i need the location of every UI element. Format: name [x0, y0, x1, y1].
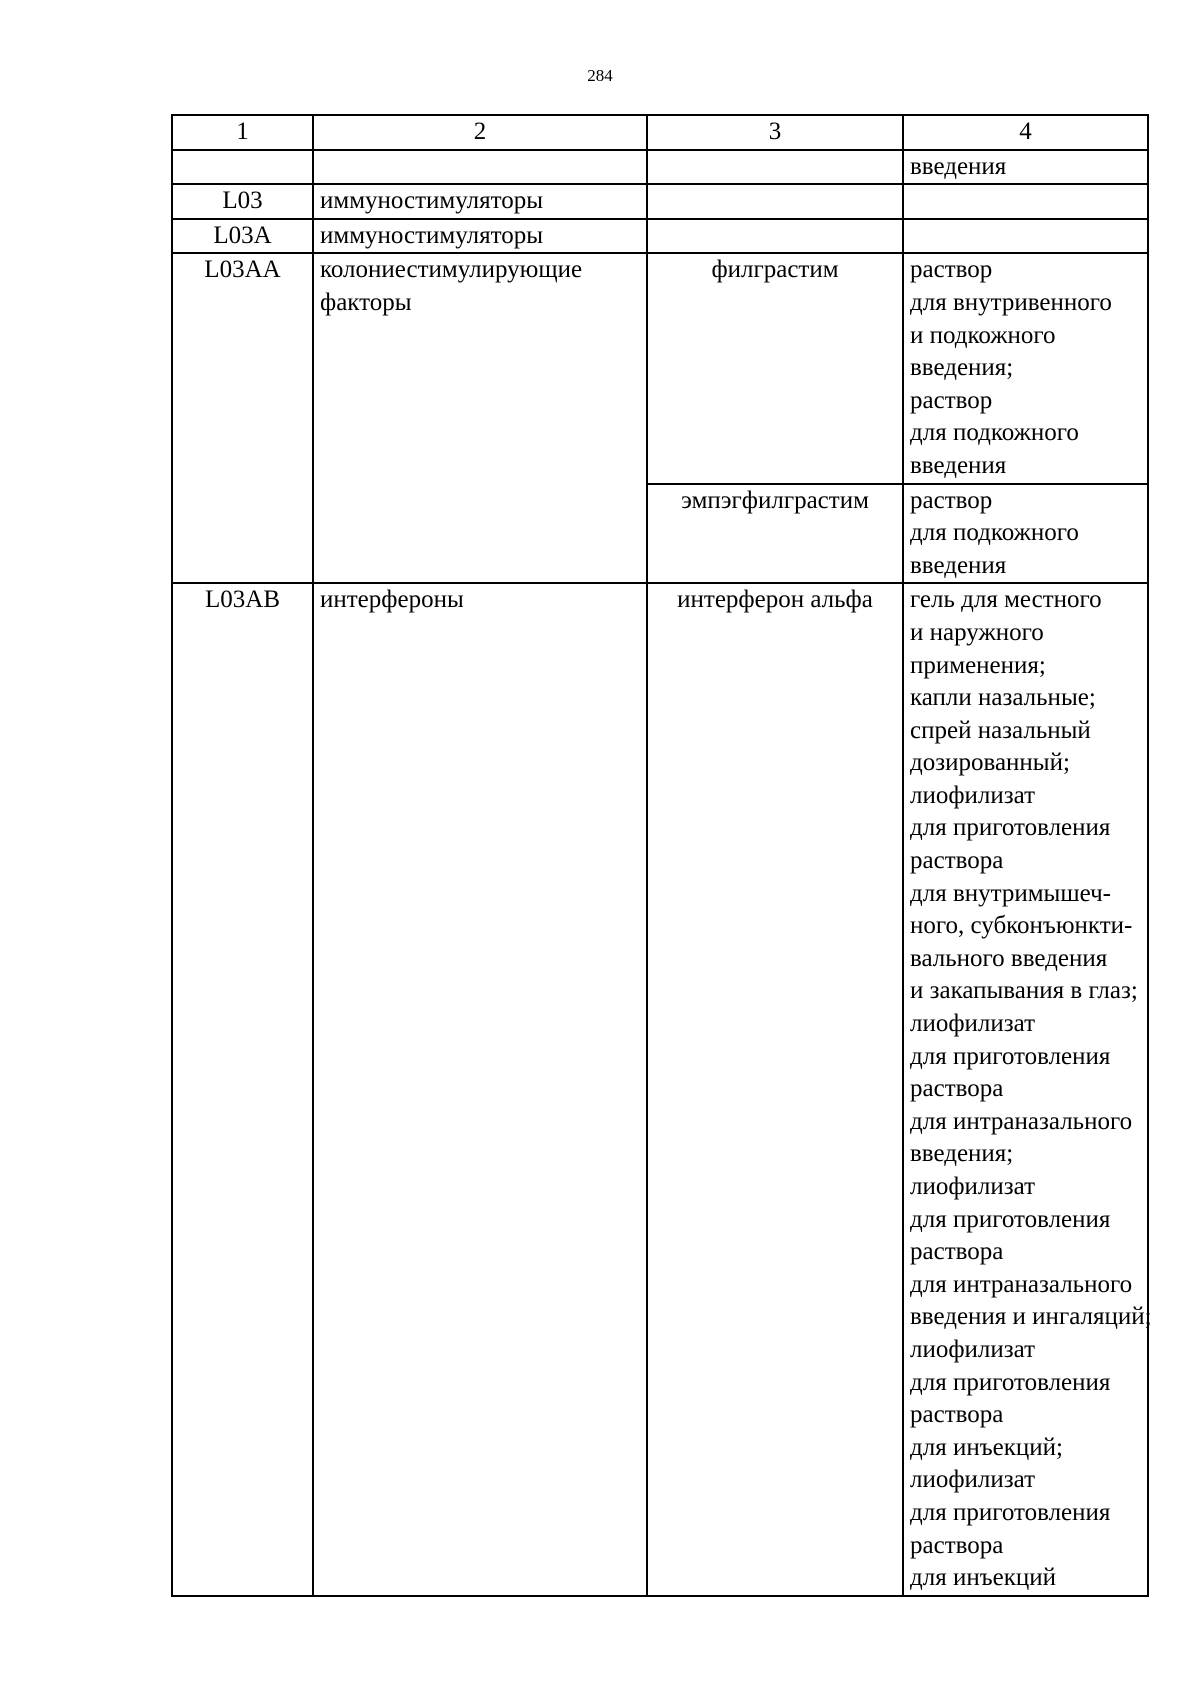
table-header-row: [172, 115, 1148, 150]
dosage-form-line: введения;: [910, 1140, 1014, 1168]
dosage-form-line: дозированный;: [910, 749, 1070, 777]
dosage-form-line: лиофилизат: [910, 781, 1036, 809]
dosage-form-line: для интраназального: [910, 1107, 1133, 1135]
dosage-form-line: и подкожного: [910, 321, 1056, 349]
dosage-form-line: лиофилизат: [910, 1466, 1036, 1494]
header-col-4: 4: [903, 115, 1148, 150]
dosage-form-line: для интраназального: [910, 1270, 1133, 1298]
table-row: [172, 219, 1148, 254]
dosage-form-line: и закапывания в глаз;: [910, 977, 1138, 1005]
dosage-forms-cell: [903, 150, 1148, 185]
atc-code-cell: [172, 150, 313, 185]
dosage-form-line: лиофилизат: [910, 1010, 1036, 1038]
inn-cell: [647, 219, 903, 254]
group-name-cell: иммуностимуляторы: [313, 184, 647, 219]
dosage-form-line: для приготовления: [910, 1498, 1111, 1526]
header-col-2: 2: [313, 115, 647, 150]
group-name-cell: [313, 150, 647, 185]
dosage-form-line: лиофилизат: [910, 1335, 1036, 1363]
group-name-cell: интерфероны: [313, 583, 647, 1595]
dosage-form-line: введения;: [910, 354, 1014, 382]
dosage-form-line: раствора: [910, 1531, 1004, 1559]
dosage-form-line: и наружного: [910, 618, 1044, 646]
header-col-3: 3: [647, 115, 903, 150]
dosage-form-line: вального введения: [910, 944, 1108, 972]
dosage-form-line: для инъекций: [910, 1564, 1057, 1592]
dosage-form-line: спрей назальный: [910, 716, 1091, 744]
page-number: 284: [587, 66, 613, 85]
dosage-form-line: введения и ингаляций;: [910, 1303, 1152, 1331]
inn-cell: филграстим: [647, 253, 903, 483]
group-name-line: факторы: [320, 288, 412, 316]
table-row: [172, 583, 1148, 1595]
dosage-form-line: гель для местного: [910, 586, 1102, 614]
inn-cell: эмпэгфилграстим: [647, 484, 903, 584]
dosage-form-line: раствора: [910, 1238, 1004, 1266]
dosage-form-line: для приготовления: [910, 814, 1111, 842]
group-name-cell: иммуностимуляторы: [313, 219, 647, 254]
table-row: [172, 253, 1148, 483]
dosage-form-line: для приготовления: [910, 1042, 1111, 1070]
table-row: [172, 150, 1148, 185]
dosage-form-line: раствора: [910, 1075, 1004, 1103]
dosage-form-line: раствор: [910, 256, 993, 284]
inn-cell: [647, 150, 903, 185]
inn-cell: [647, 184, 903, 219]
dosage-form-line: для приготовления: [910, 1368, 1111, 1396]
dosage-form-line: для внутримышеч-: [910, 879, 1111, 907]
dosage-forms-cell: [903, 484, 1148, 584]
dosage-form-line: капли назальные;: [910, 684, 1096, 712]
header-col-1: 1: [172, 115, 313, 150]
dosage-form-line: раствор: [910, 486, 993, 514]
inn-cell: интерферон альфа: [647, 583, 903, 1595]
atc-code-cell: L03A: [172, 219, 313, 254]
dosage-forms-cell: [903, 583, 1152, 1595]
dosage-form-line: раствор: [910, 386, 993, 414]
atc-code-cell: L03AB: [172, 583, 313, 1595]
dosage-form-line: лиофилизат: [910, 1173, 1036, 1200]
dosage-forms-cell: [903, 253, 1148, 483]
dosage-form-line: введения: [910, 551, 1007, 579]
dosage-form-line: ного, субконъюнкти-: [910, 912, 1133, 940]
atc-code-cell: L03: [172, 184, 313, 219]
dosage-form-line: применения;: [910, 651, 1046, 679]
group-name-line: колониестимулирующие: [320, 256, 583, 284]
table-row: [172, 184, 1148, 219]
dosage-form-line: введения: [910, 451, 1007, 479]
group-name-cell: [313, 253, 647, 583]
dosage-form-line: введения: [910, 152, 1007, 180]
dosage-form-line: для подкожного: [910, 519, 1079, 547]
drug-table: [171, 114, 1152, 1597]
atc-code-cell: L03AA: [172, 253, 313, 583]
dosage-form-line: раствора: [910, 847, 1004, 875]
dosage-form-line: для приготовления: [910, 1205, 1111, 1233]
dosage-form-line: раствора: [910, 1401, 1004, 1429]
dosage-form-line: для подкожного: [910, 419, 1079, 447]
dosage-forms-cell: [903, 219, 1148, 254]
dosage-form-line: для инъекций;: [910, 1433, 1063, 1461]
dosage-forms-cell: [903, 184, 1148, 219]
dosage-form-line: для внутривенного: [910, 288, 1112, 316]
